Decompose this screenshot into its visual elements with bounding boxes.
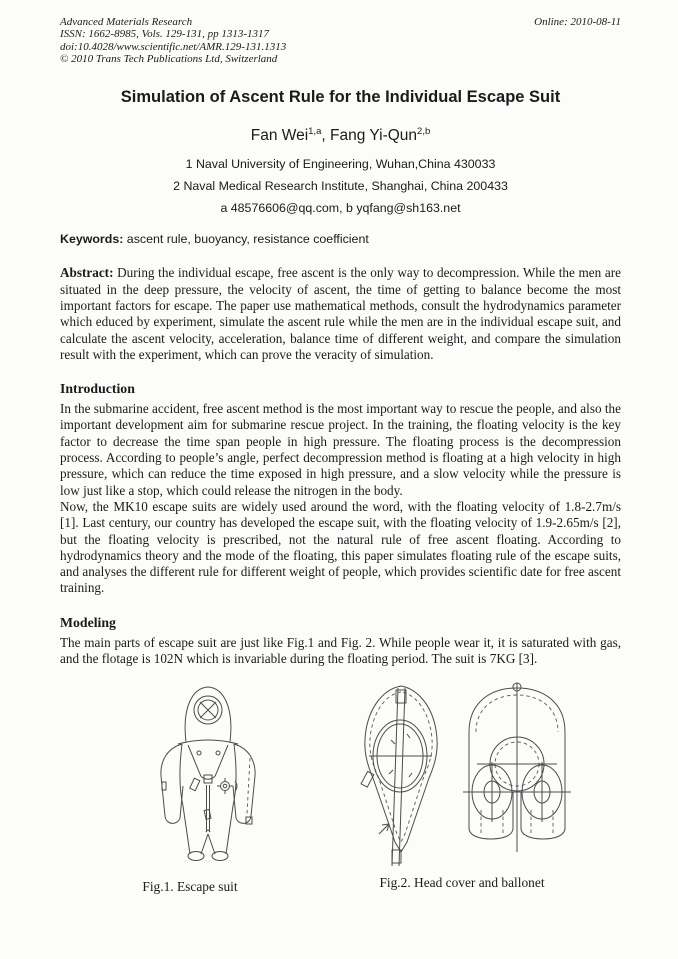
affiliation-1: 1 Naval University of Engineering, Wuhan,China 430033 <box>185 157 496 172</box>
journal-doi-line: doi:10.4028/www.scientific.net/AMR.129-131.1313 <box>60 40 287 53</box>
affiliations <box>60 153 621 219</box>
abstract-label: Abstract: <box>60 265 114 281</box>
introduction-paragraph-1: In the submarine accident, free ascent method is the most important way to rescue the people, and also the important development aim for submarine rescue project. In the training, the floating velocity is the key factor to decrease the time span people in high pressure. The floating process is the decompression process. According to people’s angle, perfect decompression method is floating at a high velocity in high pressure, which can reduce the time exposed in high pressure, and a slow velocity while the pressure is low just like a stop, which could release the nitrogen in the body. <box>60 401 621 498</box>
journal-copyright-line: © 2010 Trans Tech Publications Ltd, Switzerland <box>60 52 278 65</box>
keywords-label: Keywords: <box>60 232 124 247</box>
journal-header-left <box>60 16 286 65</box>
ballonet-drawing <box>461 682 573 860</box>
abstract-text: During the individual escape, free ascent is the only way to decompression. While the men are situated in the deep pressure, the velocity of ascent, the time of getting to balance become the most important factors for escape. The paper use mathematical methods, consult the hydrodynamics parameter which educed by experiment, simulate the ascent rule while the men are in the individual escape suit, and calculate the ascent velocity, acceleration, balance time of different weight, and compare the simulation result with the experiment, which can prove the veracity of simulation. <box>60 265 621 362</box>
section-heading-modeling: Modeling <box>60 614 116 630</box>
author-2-superscript: 2,b <box>417 126 431 138</box>
figure-2 <box>351 682 573 891</box>
journal-header <box>60 16 621 65</box>
author-2: Fang Yi-Qun <box>330 127 418 145</box>
figure-1-caption: Fig.1. Escape suit <box>142 879 238 894</box>
abstract-paragraph <box>60 265 621 363</box>
keywords-line <box>60 232 621 247</box>
author-separator: , <box>321 127 331 145</box>
author-1: Fan Wei <box>250 127 309 145</box>
figure-2-caption: Fig.2. Head cover and ballonet <box>379 875 545 891</box>
author-1-superscript: 1,a <box>308 126 322 138</box>
figures-row <box>60 682 621 891</box>
modeling-paragraph-1: The main parts of escape suit are just like Fig.1 and Fig. 2. While people wear it, it is saturated with gas, and the flotage is 102N which is invariable during the floating period. The suit is 7KG [3]. <box>60 634 621 666</box>
escape-suit-drawing <box>128 682 288 864</box>
figure-1 <box>128 682 288 864</box>
journal-name: Advanced Materials Research <box>60 16 193 28</box>
online-date: Online: 2010-08-11 <box>534 16 621 28</box>
author-emails: a 48576606@qq.com, b yqfang@sh163.net <box>220 201 461 216</box>
keywords-text: ascent rule, buoyancy, resistance coefficient <box>123 232 369 247</box>
journal-issn-line: ISSN: 1662-8985, Vols. 129-131, pp 1313-1317 <box>60 28 269 41</box>
section-heading-introduction: Introduction <box>60 381 135 397</box>
figure-2-pair <box>351 682 573 872</box>
paper-title: Simulation of Ascent Rule for the Individual Escape Suit <box>120 88 561 107</box>
author-line <box>60 121 621 147</box>
introduction-paragraph-2: Now, the MK10 escape suits are widely used around the word, with the floating velocity of 1.8-2.7m/s [1]. Last century, our country has developed the escape suit, with the floating velocity of 1.9-2.65m/s [2], but the floating velocity is prescribed, not the natural rule of free ascent floating. According to hydrodynamics theory and the mode of the floating, this paper simulates floating rule of the escape suits, and analyses the different rule for different weight of people, which provides scientific date for free ascent training. <box>60 498 621 596</box>
head-cover-drawing <box>351 682 451 872</box>
affiliation-2: 2 Naval Medical Research Institute, Shanghai, China 200433 <box>173 179 508 194</box>
